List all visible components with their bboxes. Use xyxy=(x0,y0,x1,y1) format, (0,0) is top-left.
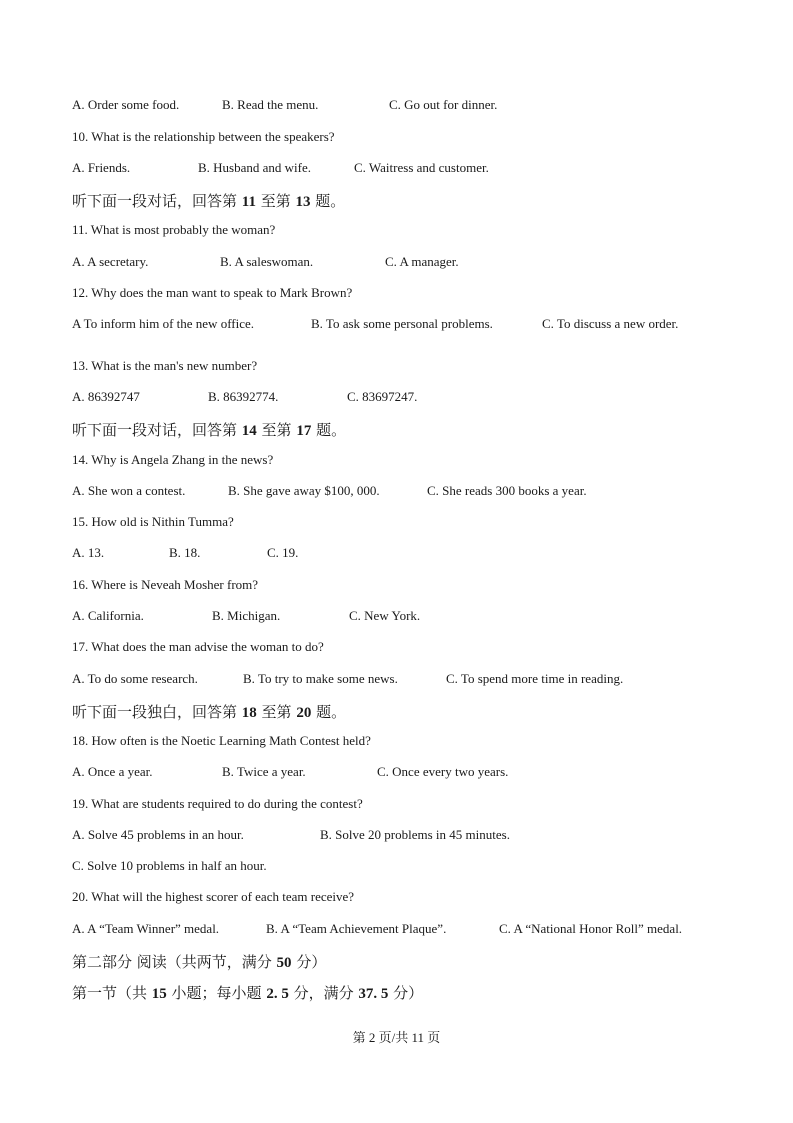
q18-question: 18. How often is the Noetic Learning Math Contest held? xyxy=(72,733,371,748)
q11-option-c: C. A manager. xyxy=(385,254,459,269)
q9-option-a: A. Order some food. xyxy=(72,97,180,112)
q15-option-b: B. 18. xyxy=(169,545,201,560)
q20-option-a: A. A “Team Winner” medal. xyxy=(72,921,220,936)
q13-option-c: C. 83697247. xyxy=(347,389,418,404)
q16-option-a: A. California. xyxy=(72,608,144,623)
q17-question: 17. What does the man advise the woman to do? xyxy=(72,639,324,654)
q16-option-c: C. New York. xyxy=(349,608,421,623)
q10-question: 10. What is the relationship between the speakers? xyxy=(72,129,335,144)
q15-option-a: A. 13. xyxy=(72,545,105,560)
q15-option-c: C. 19. xyxy=(267,545,299,560)
q20-option-b: B. A “Team Achievement Plaque”. xyxy=(266,921,447,936)
q13-question: 13. What is the man's new number? xyxy=(72,358,258,373)
q11-option-a: A. A secretary. xyxy=(72,254,149,269)
q14-option-b: B. She gave away $100, 000. xyxy=(228,483,380,498)
q12-option-c: C. To discuss a new order. xyxy=(542,316,679,331)
page-footer: 第 2 页/共 11 页 xyxy=(352,1030,441,1045)
q19-option-a: A. Solve 45 problems in an hour. xyxy=(72,827,244,842)
q17-option-c: C. To spend more time in reading. xyxy=(446,671,624,686)
q15-question: 15. How old is Nithin Tumma? xyxy=(72,514,234,529)
q11-option-b: B. A saleswoman. xyxy=(220,254,314,269)
q12-option-a: A To inform him of the new office. xyxy=(72,316,255,331)
q11-question: 11. What is most probably the woman? xyxy=(72,222,276,237)
q10-option-c: C. Waitress and customer. xyxy=(354,160,489,175)
section-heading-11-13: 听下面一段对话，回答第 11 至第 13 题。 xyxy=(72,192,346,210)
q12-option-b: B. To ask some personal problems. xyxy=(311,316,493,331)
q20-option-c: C. A “National Honor Roll” medal. xyxy=(499,921,683,936)
q17-option-a: A. To do some research. xyxy=(72,671,198,686)
q16-option-b: B. Michigan. xyxy=(212,608,281,623)
q14-option-a: A. She won a contest. xyxy=(72,483,186,498)
q18-option-c: C. Once every two years. xyxy=(377,764,509,779)
section-heading-14-17: 听下面一段对话，回答第 14 至第 17 题。 xyxy=(72,421,347,439)
part-two-heading: 第二部分 阅读（共两节，满分 50 分） xyxy=(72,953,327,971)
q17-option-b: B. To try to make some news. xyxy=(243,671,398,686)
q9-option-c: C. Go out for dinner. xyxy=(389,97,498,112)
q14-option-c: C. She reads 300 books a year. xyxy=(427,483,587,498)
q19-option-c: C. Solve 10 problems in half an hour. xyxy=(72,858,267,873)
q20-question: 20. What will the highest scorer of each team receive? xyxy=(72,889,355,904)
section-heading-18-20: 听下面一段独白，回答第 18 至第 20 题。 xyxy=(72,703,347,721)
q19-question: 19. What are students required to do during the contest? xyxy=(72,796,363,811)
q16-question: 16. Where is Neveah Mosher from? xyxy=(72,577,259,592)
q9-option-b: B. Read the menu. xyxy=(222,97,319,112)
q14-question: 14. Why is Angela Zhang in the news? xyxy=(72,452,274,467)
q19-option-b: B. Solve 20 problems in 45 minutes. xyxy=(320,827,510,842)
q12-question: 12. Why does the man want to speak to Mark Brown? xyxy=(72,285,353,300)
section-one-heading: 第一节（共 15 小题；每小题 2. 5 分，满分 37. 5 分） xyxy=(72,984,424,1002)
q13-option-a: A. 86392747 xyxy=(72,389,140,404)
q18-option-a: A. Once a year. xyxy=(72,764,153,779)
q18-option-b: B. Twice a year. xyxy=(222,764,306,779)
q10-option-b: B. Husband and wife. xyxy=(198,160,312,175)
q13-option-b: B. 86392774. xyxy=(208,389,279,404)
q10-option-a: A. Friends. xyxy=(72,160,131,175)
